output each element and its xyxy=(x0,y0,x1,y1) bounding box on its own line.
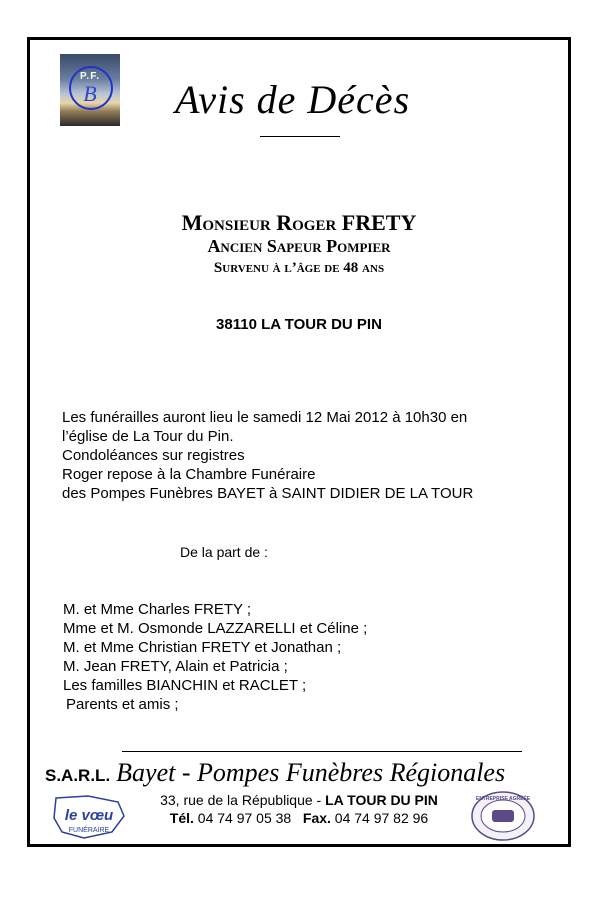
details-line: des Pompes Funèbres BAYET à SAINT DIDIER DE LA TOUR xyxy=(62,485,474,502)
deceased-city: 38110 LA TOUR DU PIN xyxy=(216,316,382,333)
family-line: Les familles BIANCHIN et RACLET ; xyxy=(63,677,307,694)
seal-text: ENTREPRISE AGRÉÉE xyxy=(475,796,531,802)
deceased-role: Ancien Sapeur Pompier xyxy=(207,236,391,256)
company-name: Bayet - Pompes Funèbres Régionales xyxy=(116,758,506,787)
approved-seal-logo xyxy=(470,790,536,842)
deceased-name: Monsieur Roger FRETY xyxy=(181,210,417,235)
details-line: l’église de La Tour du Pin. xyxy=(62,428,234,445)
family-line: M. et Mme Charles FRETY ; xyxy=(63,601,252,618)
address-city: LA TOUR DU PIN xyxy=(325,792,438,808)
address-street: 33, rue de la République - xyxy=(160,792,326,808)
details-line: Les funérailles auront lieu le samedi 12 Mai 2012 à 10h30 en xyxy=(62,409,468,426)
pfb-logo xyxy=(60,54,120,126)
notice-frame xyxy=(27,37,571,847)
family-line: M. Jean FRETY, Alain et Patricia ; xyxy=(63,658,288,675)
company-prefix: S.A.R.L. xyxy=(45,766,111,785)
from-label: De la part de : xyxy=(180,544,268,560)
details-line: Roger repose à la Chambre Funéraire xyxy=(62,466,316,483)
family-list xyxy=(63,600,367,714)
funeral-details xyxy=(62,408,542,503)
le-voeu-text: le vœu xyxy=(64,807,114,824)
family-line: Parents et amis ; xyxy=(66,696,179,713)
fax-label: Fax. xyxy=(302,810,331,826)
tel-value: 04 74 97 05 38 xyxy=(197,810,292,826)
details-line: Condoléances sur registres xyxy=(62,447,245,464)
family-line: M. et Mme Christian FRETY et Jonathan ; xyxy=(63,639,342,656)
logo-letter: B xyxy=(83,81,97,106)
le-voeu-sub: FUNÉRAIRE xyxy=(68,827,110,834)
footer-divider xyxy=(122,751,522,752)
title-divider xyxy=(260,136,340,137)
family-line: Mme et M. Osmonde LAZZARELLI et Céline ; xyxy=(63,620,368,637)
fax-value: 04 74 97 82 96 xyxy=(334,810,429,826)
tel-label: Tél. xyxy=(169,810,194,826)
page-title: Avis de Décès xyxy=(175,77,411,122)
logo-top-text: P.F. xyxy=(80,71,100,82)
company-line xyxy=(45,758,505,788)
deceased-age: Survenu à l’âge de 48 ans xyxy=(213,260,385,276)
